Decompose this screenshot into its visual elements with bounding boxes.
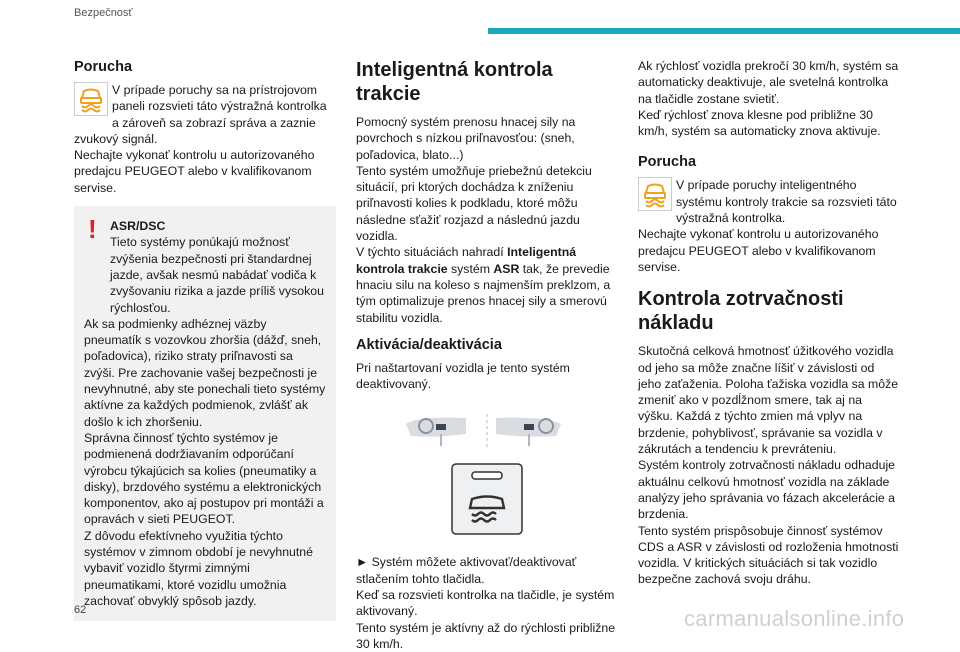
- column-3: [638, 58, 900, 588]
- fault-text-4: Nechajte vykonať kontrolu u autorizovaného predajcu PEUGEOT alebo v kvalifikovanom servise.: [638, 227, 879, 274]
- fault-text-1: V prípade poruchy sa na prístrojovom paneli rozsvieti táto výstražná kontrolka a zároveň sa zobrazí správa a zaznie zvukový signál.: [74, 83, 327, 146]
- traction-text-3a: V týchto situáciách nahradí: [356, 245, 508, 260]
- load-text-3: Tento systém prispôsobuje činnosť systémov CDS a ASR v závislosti od rozloženia hmotnosti vozidla. V kritických situáciách si tak vozidlo bezpečne zachová svoju dráhu.: [638, 523, 899, 587]
- traction-warning-icon: [74, 82, 108, 116]
- fault-heading: Porucha: [74, 59, 133, 75]
- exclamation-icon: !: [88, 214, 97, 245]
- traction-text-3e: tak, že prevedie hnaciu silu na koleso s najmenším preklzom, a tým optimalizuje prenos hnacej sily a smerovú stabilitu vozidla.: [356, 261, 611, 325]
- activation-text-4: Tento systém je aktívny až do rýchlosti približne 30 km/h.: [356, 620, 616, 651]
- traction-text-1: Pomocný systém prenosu hnacej sily na povrchoch s nízkou priľnavosťou: (sneh, poľadovica, blato...): [356, 115, 576, 162]
- section-title: Bezpečnosť: [74, 7, 133, 19]
- load-text-1: Skutočná celková hmotnosť úžitkového vozidla od jeho sa môže značne líšiť v závislosti od jeho zaťaženia. Poloha ťažiska vozidla sa môže zmeniť ako v pozdĺžnom smere, tak aj na výšku. Každá z týchto zmien má vplyv na brzdenie, pohyblivosť, správanie sa vozidla v zákrutách a tendenciu k prevráteniu.: [638, 344, 899, 457]
- warning-box: [74, 206, 336, 621]
- traction-warning-icon-2: [638, 177, 672, 211]
- fault-text-3: V prípade poruchy inteligentného systému kontroly trakcie sa rozsvieti táto výstražná kontrolka.: [676, 178, 897, 226]
- warning-text-3: Správna činnosť týchto systémov je podmienená dodržiavaním odporúčaní výrobcu týkajúcich sa kolies (pneumatiky a disky), brzdového systému a elektronických komponentov, ako aj postupov pri montáži a opravách v sieti PEUGEOT.: [84, 430, 324, 527]
- traction-text-3d: ASR: [493, 261, 520, 276]
- page-number: 62: [74, 604, 87, 616]
- speed-text-1: Ak rýchlosť vozidla prekročí 30 km/h, systém sa automaticky deaktivuje, ale svetelná kontrolka na tlačidle zostane svietiť.: [638, 59, 899, 106]
- load-text-2: Systém kontroly zotrvačnosti nákladu odhaduje aktuálnu celkovú hmotnosť vozidla na základe analýzy jeho správania vo fázach akcelerácie a brzdenia.: [638, 458, 896, 522]
- fault-text-2: Nechajte vykonať kontrolu u autorizovaného predajcu PEUGEOT alebo v kvalifikovanom servise.: [74, 148, 315, 195]
- activation-text-2: ► Systém môžete aktivovať/deaktivovať stlačením tohto tlačidla.: [356, 555, 577, 586]
- warning-text-4: Z dôvodu efektívneho využitia týchto systémov v zimnom období je nevyhnutné vybaviť vozidlo štyrmi zimnými pneumatikami, ktoré vozidlu umožnia zachovať obvyklý spôsob jazdy.: [84, 528, 313, 608]
- activation-text-3: Keď sa rozsvieti kontrolka na tlačidle, je systém aktivovaný.: [356, 588, 615, 619]
- intelligent-traction-heading: Inteligentná kontrola trakcie: [356, 59, 553, 105]
- warning-text-1: Tieto systémy ponúkajú možnosť zvýšenia bezpečnosti pri štandardnej jazde, avšak nesmú nabádať vodiča k zvyšovaniu rizika a jazde príliš vysokou rýchlosťou.: [110, 235, 324, 315]
- speed-text-2: Keď rýchlosť znova klesne pod približne 30 km/h, systém sa automaticky znova aktivuje.: [638, 107, 881, 139]
- load-inertia-heading: Kontrola zotrvačnosti nákladu: [638, 288, 844, 335]
- warning-text-2: Ak sa podmienky adhéznej väzby pneumatík s vozovkou zhoršia (dážď, sneh, poľadovica), riziko straty priľnavosti sa zvýši. Pre zachovanie vašej bezpečnosti je nevyhnutné, aby ste ponechali tieto systémy aktívne za každých podmienok, zvlášť ak došlo k ich zhoršeniu.: [84, 316, 326, 429]
- fault-heading-2: Porucha: [638, 154, 697, 171]
- activation-heading: Aktivácia/deaktivácia: [356, 336, 502, 353]
- warning-title: ASR/DSC: [110, 219, 166, 234]
- header-accent-bar: [488, 28, 960, 34]
- traction-text-2: Tento systém umožňuje priebežnú detekciu situácií, pri ktorých dochádza k zníženiu priľnavosti kolies k podkladu, ktoré môžu následne sťažiť rozjazd a následnú jazdu vozidla.: [356, 163, 592, 244]
- traction-text-3c: systém: [447, 261, 494, 276]
- column-1: [74, 58, 336, 621]
- dashboard-button-illustration: [356, 404, 618, 544]
- column-2: [356, 58, 618, 652]
- traction-text-3b: Inteligentná kontrola trakcie: [356, 245, 577, 276]
- activation-text-1: Pri naštartovaní vozidla je tento systém deaktivovaný.: [356, 360, 570, 392]
- traction-text-3: [356, 244, 618, 325]
- watermark-site: carmanualsonline.info: [684, 606, 905, 631]
